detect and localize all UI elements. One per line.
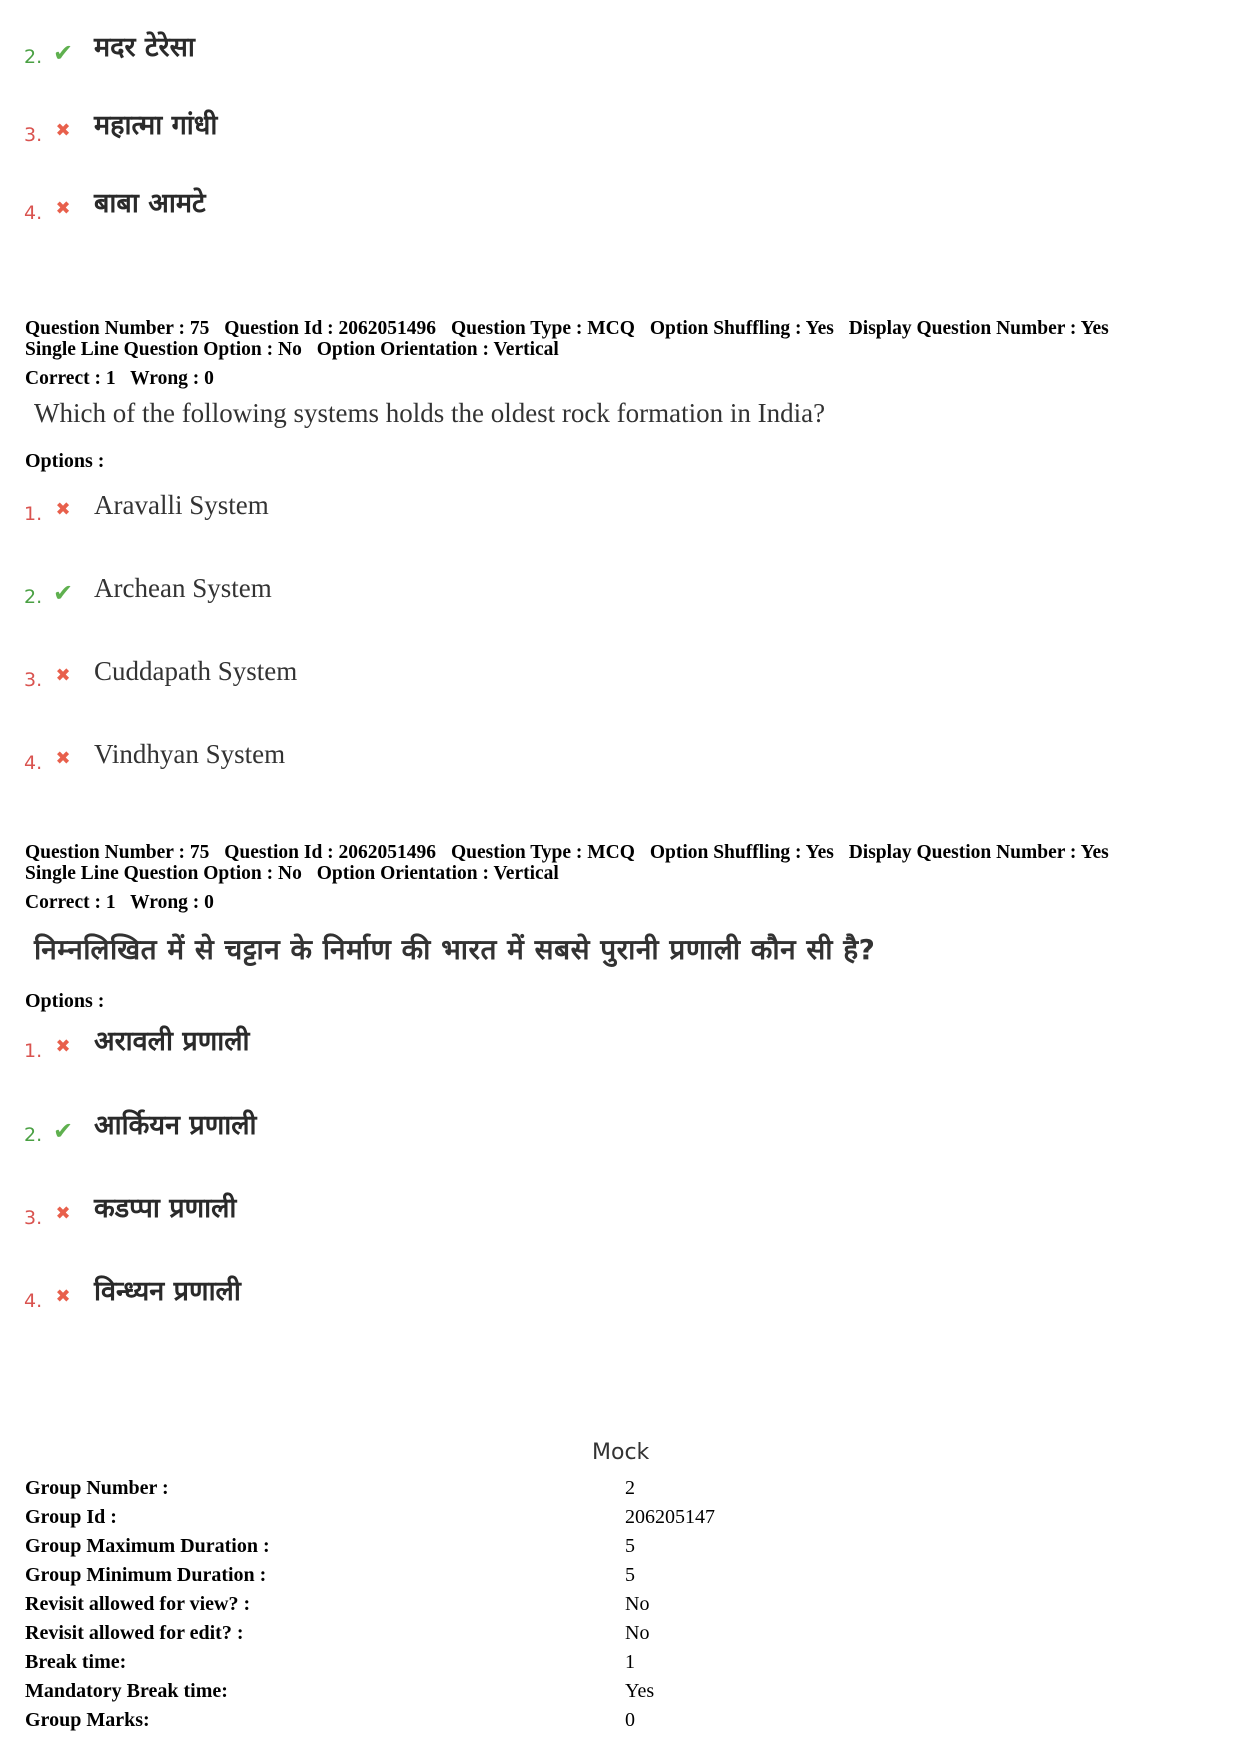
- meta-question-number: Question Number : 75: [25, 318, 210, 339]
- group-label: Revisit allowed for edit? :: [25, 1622, 244, 1644]
- meta-orientation: Option Orientation : Vertical: [316, 339, 559, 360]
- group-label: Group Marks:: [25, 1709, 150, 1731]
- question-meta-hi: [25, 842, 1225, 913]
- option-en-1: [24, 485, 624, 525]
- group-label: Break time:: [25, 1651, 127, 1673]
- section-title: Mock: [592, 1440, 650, 1465]
- option-hi-4: [24, 1272, 624, 1312]
- group-label: Mandatory Break time:: [25, 1680, 228, 1702]
- option-number: 1.: [24, 503, 43, 525]
- meta-line-2: [25, 339, 1225, 360]
- group-row: [25, 1651, 1025, 1680]
- option-text: कडप्पा प्रणाली: [94, 1193, 237, 1224]
- option-text: Vindhyan System: [94, 739, 286, 769]
- group-row: [25, 1535, 1025, 1564]
- group-value: No: [625, 1593, 650, 1615]
- cross-icon: ✖: [55, 1036, 71, 1057]
- group-label: Group Number :: [25, 1477, 169, 1499]
- cross-icon: ✖: [55, 1286, 71, 1307]
- prev-option-4: [24, 184, 624, 224]
- meta-single-line: Single Line Question Option : No: [25, 863, 302, 884]
- option-number: 1.: [24, 1040, 43, 1062]
- group-value: No: [625, 1622, 650, 1644]
- group-value: 5: [625, 1564, 635, 1586]
- meta-line-3: [25, 368, 1225, 389]
- meta-orientation: Option Orientation : Vertical: [316, 863, 559, 884]
- group-label: Group Minimum Duration :: [25, 1564, 267, 1586]
- question-meta-en: [25, 318, 1225, 389]
- group-row: [25, 1564, 1025, 1593]
- group-value: 2: [625, 1477, 635, 1499]
- check-icon: ✔: [52, 1117, 74, 1145]
- group-row: [25, 1680, 1025, 1709]
- meta-option-shuffling: Option Shuffling : Yes: [649, 842, 834, 863]
- meta-line-3: [25, 892, 1225, 913]
- option-number: 4.: [24, 202, 43, 224]
- meta-correct: Correct : 1: [25, 892, 116, 913]
- cross-icon: ✖: [55, 1203, 71, 1224]
- option-number: 3.: [24, 124, 43, 146]
- group-value: 0: [625, 1709, 635, 1731]
- option-text: आर्कियन प्रणाली: [94, 1110, 257, 1141]
- group-value: 206205147: [625, 1506, 715, 1528]
- group-row: [25, 1622, 1025, 1651]
- cross-icon: ✖: [55, 120, 71, 141]
- option-text: बाबा आमटे: [94, 188, 206, 219]
- option-en-4: [24, 734, 624, 774]
- option-en-2: [24, 568, 624, 608]
- meta-display-question-number: Display Question Number : Yes: [848, 842, 1109, 863]
- group-value: 1: [625, 1651, 635, 1673]
- meta-option-shuffling: Option Shuffling : Yes: [649, 318, 834, 339]
- option-text: विन्ध्यन प्रणाली: [94, 1276, 241, 1307]
- group-row: [25, 1709, 1025, 1738]
- question-text-hi: निम्नलिखित में से चट्टान के निर्माण की भारत में सबसे पुरानी प्रणाली कौन सी है?: [34, 933, 876, 966]
- cross-icon: ✖: [55, 665, 71, 686]
- option-number: 2.: [24, 586, 43, 608]
- group-label: Group Maximum Duration :: [25, 1535, 270, 1557]
- option-text: अरावली प्रणाली: [94, 1026, 250, 1057]
- group-label: Revisit allowed for view? :: [25, 1593, 251, 1615]
- options-label-en: Options :: [25, 450, 105, 472]
- option-number: 4.: [24, 1290, 43, 1312]
- meta-correct: Correct : 1: [25, 368, 116, 389]
- meta-line-1: [25, 842, 1225, 863]
- meta-question-type: Question Type : MCQ: [450, 842, 635, 863]
- option-en-3: [24, 651, 624, 691]
- option-hi-3: [24, 1189, 624, 1229]
- option-number: 2.: [24, 46, 43, 68]
- cross-icon: ✖: [55, 748, 71, 769]
- meta-question-type: Question Type : MCQ: [450, 318, 635, 339]
- option-text: मदर टेरेसा: [94, 32, 195, 63]
- group-row: [25, 1506, 1025, 1535]
- meta-single-line: Single Line Question Option : No: [25, 339, 302, 360]
- prev-option-3: [24, 106, 624, 146]
- option-text: Aravalli System: [94, 490, 269, 520]
- group-row: [25, 1593, 1025, 1622]
- meta-wrong: Wrong : 0: [130, 892, 214, 913]
- cross-icon: ✖: [55, 499, 71, 520]
- options-label-hi: Options :: [25, 990, 105, 1012]
- option-number: 3.: [24, 669, 43, 691]
- option-text: महात्मा गांधी: [94, 110, 218, 141]
- cross-icon: ✖: [55, 198, 71, 219]
- meta-display-question-number: Display Question Number : Yes: [848, 318, 1109, 339]
- group-row: [25, 1477, 1025, 1506]
- meta-question-id: Question Id : 2062051496: [224, 318, 437, 339]
- group-value: Yes: [625, 1680, 655, 1702]
- meta-line-1: [25, 318, 1225, 339]
- meta-line-2: [25, 863, 1225, 884]
- prev-option-2: [24, 28, 624, 68]
- option-number: 3.: [24, 1207, 43, 1229]
- question-text-en: Which of the following systems holds the oldest rock formation in India?: [34, 398, 826, 428]
- meta-wrong: Wrong : 0: [130, 368, 214, 389]
- option-number: 4.: [24, 752, 43, 774]
- option-hi-1: [24, 1022, 624, 1062]
- option-hi-2: [24, 1106, 624, 1146]
- group-value: 5: [625, 1535, 635, 1557]
- meta-question-id: Question Id : 2062051496: [224, 842, 437, 863]
- check-icon: ✔: [52, 39, 74, 67]
- meta-question-number: Question Number : 75: [25, 842, 210, 863]
- option-text: Archean System: [94, 573, 272, 603]
- group-label: Group Id :: [25, 1506, 117, 1528]
- check-icon: ✔: [52, 579, 74, 607]
- option-text: Cuddapath System: [94, 656, 298, 686]
- option-number: 2.: [24, 1124, 43, 1146]
